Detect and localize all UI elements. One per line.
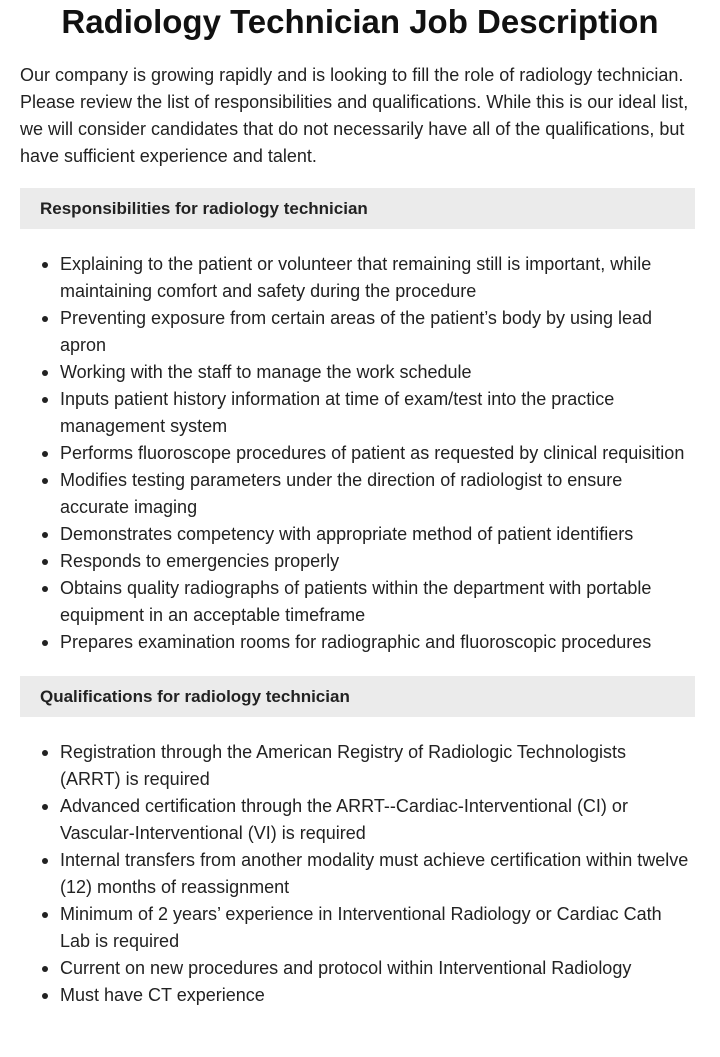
qualifications-list — [20, 739, 700, 1009]
bullet-icon — [42, 993, 48, 999]
list-item-text: Modifies testing parameters under the direction of radiologist to ensure accurate imaging — [60, 470, 623, 517]
list-item-text: Explaining to the patient or volunteer that remaining still is important, while maintaining comfort and safety during the procedure — [60, 254, 652, 301]
list-item-text: Current on new procedures and protocol within Interventional Radiology — [60, 958, 632, 978]
page-title: Radiology Technician Job Description — [61, 3, 659, 40]
list-item — [60, 955, 700, 982]
list-item-text: Inputs patient history information at time of exam/test into the practice management system — [60, 389, 615, 436]
list-item — [60, 575, 700, 629]
list-item-text: Advanced certification through the ARRT--Cardiac-Interventional (CI) or Vascular-Interventional (VI) is required — [60, 796, 628, 843]
list-item-text: Responds to emergencies properly — [60, 551, 340, 571]
list-item — [60, 901, 700, 955]
bullet-icon — [42, 750, 48, 756]
list-item — [60, 386, 700, 440]
intro-paragraph: Our company is growing rapidly and is looking to fill the role of radiology technician. Please review the list of responsibilities and qualifications. While this is our ideal list, we will consider candidates that do not necessarily have all of the qualifications, but have sufficient experience and talent. — [20, 65, 689, 166]
responsibilities-heading: Responsibilities for radiology technician — [20, 188, 695, 229]
list-item-text: Obtains quality radiographs of patients within the department with portable equipment in an acceptable timeframe — [60, 578, 652, 625]
list-item — [60, 359, 700, 386]
list-item — [60, 739, 700, 793]
bullet-icon — [42, 804, 48, 810]
list-item — [60, 521, 700, 548]
bullet-icon — [42, 451, 48, 457]
bullet-icon — [42, 316, 48, 322]
bullet-icon — [42, 478, 48, 484]
responsibilities-list — [20, 251, 700, 656]
list-item — [60, 793, 700, 847]
list-item — [60, 548, 700, 575]
list-item — [60, 467, 700, 521]
list-item-text: Must have CT experience — [60, 985, 265, 1005]
qualifications-heading: Qualifications for radiology technician — [20, 676, 695, 717]
list-item-text: Performs fluoroscope procedures of patient as requested by clinical requisition — [60, 443, 685, 463]
list-item-text: Preventing exposure from certain areas of the patient’s body by using lead apron — [60, 308, 653, 355]
bullet-icon — [42, 640, 48, 646]
list-item — [60, 847, 700, 901]
list-item-text: Registration through the American Registry of Radiologic Technologists (ARRT) is required — [60, 742, 626, 789]
bullet-icon — [42, 912, 48, 918]
bullet-icon — [42, 262, 48, 268]
list-item-text: Working with the staff to manage the work schedule — [60, 362, 472, 382]
bullet-icon — [42, 532, 48, 538]
list-item — [60, 629, 700, 656]
list-item-text: Prepares examination rooms for radiographic and fluoroscopic procedures — [60, 632, 652, 652]
list-item — [60, 251, 700, 305]
bullet-icon — [42, 966, 48, 972]
list-item-text: Demonstrates competency with appropriate method of patient identifiers — [60, 524, 634, 544]
list-item — [60, 440, 700, 467]
bullet-icon — [42, 586, 48, 592]
bullet-icon — [42, 858, 48, 864]
list-item — [60, 982, 700, 1009]
list-item-text: Internal transfers from another modality must achieve certification within twelve (12) months of reassignment — [60, 850, 689, 897]
bullet-icon — [42, 370, 48, 376]
bullet-icon — [42, 397, 48, 403]
list-item-text: Minimum of 2 years’ experience in Interventional Radiology or Cardiac Cath Lab is required — [60, 904, 662, 951]
list-item — [60, 305, 700, 359]
bullet-icon — [42, 559, 48, 565]
